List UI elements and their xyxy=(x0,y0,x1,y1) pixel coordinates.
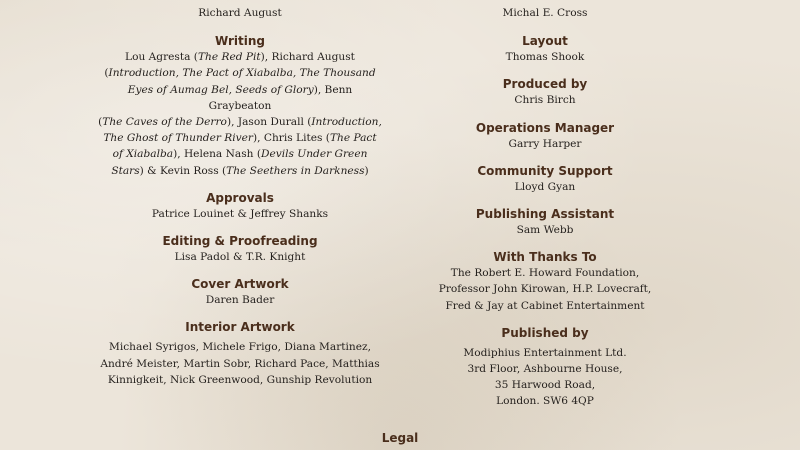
interior-artwork-line: Kinnigkeit, Nick Greenwood, Gunship Revolution xyxy=(107,373,373,386)
credit-text: ), Jason Durall ( xyxy=(226,116,312,129)
editing-credit: Lisa Padol & T.R. Knight xyxy=(174,251,306,264)
publisher-address-line: 35 Harwood Road, xyxy=(494,379,596,392)
interior-artwork-heading: Interior Artwork xyxy=(185,320,295,335)
community-support-section xyxy=(415,163,675,195)
publishing-assistant-credit: Sam Webb xyxy=(516,224,574,237)
approvals-credit: Patrice Louinet & Jeffrey Shanks xyxy=(151,207,329,220)
writing-credit-line xyxy=(95,146,385,162)
work-title: Introduction, The Pact of Xiabalba, The Thousand xyxy=(108,67,376,80)
publishing-assistant-heading: Publishing Assistant xyxy=(475,207,615,222)
layout-section xyxy=(415,33,675,65)
credit-text: ), Richard August xyxy=(260,51,355,64)
writing-credits xyxy=(95,49,385,179)
produced-by-section xyxy=(415,76,675,108)
work-title: Stars xyxy=(111,164,140,177)
writing-heading: Writing xyxy=(214,34,266,49)
publishing-assistant-section xyxy=(415,206,675,238)
publisher-address-line: Modiphius Entertainment Ltd. xyxy=(463,346,627,359)
top-credit-name-left: Richard August xyxy=(198,7,282,19)
writing-credit-line xyxy=(95,65,385,81)
credit-text: ) & Kevin Ross ( xyxy=(139,164,227,177)
left-credits-column xyxy=(95,0,385,388)
credit-text: ( xyxy=(98,116,103,129)
credit-text: ), Helena Nash ( xyxy=(173,148,261,161)
operations-manager-heading: Operations Manager xyxy=(475,120,615,135)
work-title: The Ghost of Thunder River xyxy=(103,132,253,145)
published-by-section xyxy=(415,325,675,410)
credit-text: ) xyxy=(364,164,369,177)
writing-credit-line xyxy=(95,130,385,146)
credit-text: Lou Agresta ( xyxy=(125,51,198,64)
thanks-heading: With Thanks To xyxy=(493,250,597,265)
layout-heading: Layout xyxy=(522,34,568,49)
work-title: of Xiabalba xyxy=(112,148,174,161)
cover-artwork-credit: Daren Bader xyxy=(205,294,275,307)
thanks-section xyxy=(415,249,675,314)
publisher-address-line: London. SW6 4QP xyxy=(496,395,594,408)
writing-section xyxy=(95,33,385,179)
legal-heading: Legal xyxy=(381,431,419,445)
work-title: The Caves of the Derro xyxy=(102,116,227,129)
work-title: The Red Pit xyxy=(197,51,261,64)
work-title: Introduction, xyxy=(311,116,382,129)
community-support-credit: Lloyd Gyan xyxy=(514,180,576,193)
thanks-line: The Robert E. Howard Foundation, xyxy=(450,267,640,280)
interior-artwork-section xyxy=(95,319,385,388)
thanks-line: Professor John Kirowan, H.P. Lovecraft, xyxy=(438,283,652,296)
approvals-heading: Approvals xyxy=(206,190,274,205)
credit-text: ), Benn Graybeaton xyxy=(208,83,353,112)
layout-credit: Thomas Shook xyxy=(505,51,585,64)
publisher-address-line: 3rd Floor, Ashbourne House, xyxy=(467,363,623,376)
writing-credit-line xyxy=(95,49,385,65)
published-by-heading: Published by xyxy=(501,325,589,340)
interior-artwork-line: Michael Syrigos, Michele Frigo, Diana Martinez, xyxy=(109,341,371,354)
work-title: The Pact xyxy=(329,132,377,145)
work-title: Devils Under Green xyxy=(260,148,368,161)
thanks-line: Fred & Jay at Cabinet Entertainment xyxy=(445,299,645,312)
writing-credit-line xyxy=(95,114,385,130)
work-title: The Seethers in Darkness xyxy=(226,164,365,177)
approvals-section xyxy=(95,190,385,222)
top-credit-name-right: Michal E. Cross xyxy=(502,7,588,19)
community-support-heading: Community Support xyxy=(477,163,613,178)
editing-heading: Editing & Proofreading xyxy=(162,234,318,249)
produced-by-credit: Chris Birch xyxy=(514,94,576,107)
operations-manager-section xyxy=(415,120,675,152)
cover-artwork-heading: Cover Artwork xyxy=(191,277,289,292)
cover-artwork-section xyxy=(95,276,385,308)
produced-by-heading: Produced by xyxy=(502,77,588,92)
editing-section xyxy=(95,233,385,265)
credit-text: ( xyxy=(104,67,109,80)
work-title: Eyes of Aumag Bel, Seeds of Glory xyxy=(127,83,314,96)
interior-artwork-line: André Meister, Martin Sobr, Richard Pace, Matthias xyxy=(100,357,380,370)
writing-credit-line xyxy=(95,163,385,179)
operations-manager-credit: Garry Harper xyxy=(508,137,582,150)
credit-text: ), Chris Lites ( xyxy=(252,132,330,145)
writing-credit-line xyxy=(95,82,385,114)
right-credits-column xyxy=(415,0,675,410)
